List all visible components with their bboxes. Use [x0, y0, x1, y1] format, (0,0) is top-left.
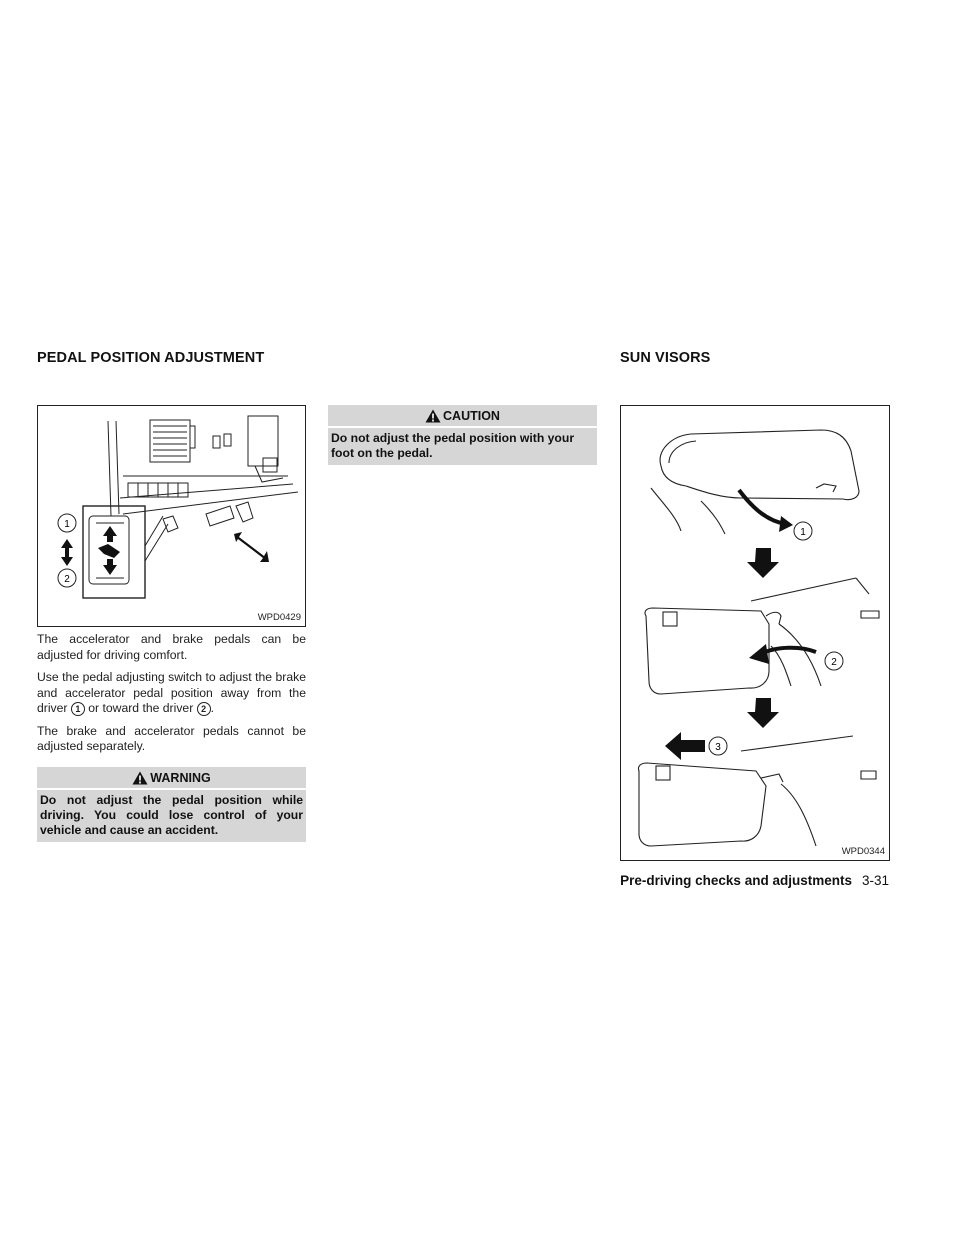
page-footer [620, 873, 889, 888]
sun-visor-illustration [621, 406, 889, 860]
page-number: 3-31 [861, 873, 889, 888]
circled-number-2: 2 [197, 702, 211, 716]
svg-text:3: 3 [715, 742, 721, 753]
caution-triangle-icon [425, 409, 441, 423]
pedal-section-title: PEDAL POSITION ADJUSTMENT [37, 350, 265, 366]
visor-callout-2 [825, 652, 843, 670]
sun-visors-section-title: SUN VISORS [620, 350, 711, 366]
callout-1 [58, 514, 76, 532]
warning-box [37, 767, 306, 842]
pedal-para-1: The accelerator and brake pedals can be adjusted for driving comfort. [37, 632, 306, 662]
callout-2 [58, 569, 76, 587]
svg-text:1: 1 [800, 527, 806, 538]
warning-title: WARNING [37, 767, 306, 790]
circled-number-1: 1 [71, 702, 85, 716]
caution-text: Do not adjust the pedal position with your foot on the pedal. [331, 431, 575, 460]
pedal-illustration [38, 406, 305, 626]
pedal-figure [37, 405, 306, 627]
caution-title: CAUTION [328, 405, 597, 428]
footer-section-title: Pre-driving checks and adjustments [620, 873, 852, 888]
sun-visor-figure [620, 405, 890, 861]
warning-triangle-icon [132, 771, 148, 785]
caution-box [328, 405, 597, 465]
pedal-para-3: The brake and accelerator pedals cannot be adjusted separately. [37, 723, 306, 753]
sun-visor-figure-code: WPD0344 [841, 846, 885, 857]
visor-callout-1 [794, 522, 812, 540]
svg-text:2: 2 [831, 657, 837, 668]
svg-text:2: 2 [64, 574, 70, 585]
warning-text: Do not adjust the pedal position while driving. You could lose control of your vehicle and cause an accident. [40, 793, 303, 837]
svg-text:1: 1 [64, 519, 70, 530]
pedal-para-2: Use the pedal adjusting switch to adjust the brake and accelerator pedal position away from the driver 1 or toward the driver 2 . [37, 670, 306, 715]
pedal-description [37, 632, 306, 762]
visor-callout-3 [709, 737, 727, 755]
pedal-figure-code: WPD0429 [257, 612, 301, 623]
